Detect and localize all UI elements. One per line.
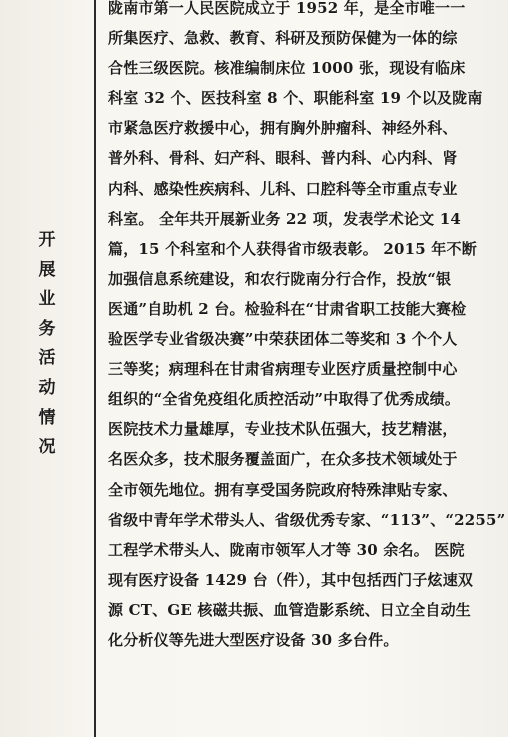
side-heading-char: 动	[38, 377, 56, 398]
side-heading-char: 业	[38, 289, 56, 310]
text-line: 科室。 全年共开展新业务 22 项，发表学术论文 14	[108, 209, 462, 228]
text-line: 三等奖；病理科在甘肃省病理专业医疗质量控制中心	[108, 360, 458, 379]
text-line: 陇南市第一人民医院成立于 1952 年，是全市唯一一	[108, 0, 466, 17]
text-line: 省级中青年学术带头人、省级优秀专家、“113”、“2255”	[108, 510, 506, 529]
text-line: 化分析仪等先进大型医疗设备 30 多台件。	[108, 630, 399, 649]
text-line: 加强信息系统建设，和农行陇南分行合作，投放“银	[108, 269, 452, 288]
text-line: 科室 32 个、医技科室 8 个、职能科室 19 个以及陇南	[108, 89, 483, 108]
text-line: 所集医疗、急救、教育、科研及预防保健为一体的综	[108, 29, 458, 48]
text-line: 组织的“全省免疫组化质控活动”中取得了优秀成绩。	[108, 390, 461, 409]
side-heading	[30, 226, 64, 463]
side-heading-char: 情	[38, 407, 56, 428]
left-column	[0, 0, 92, 737]
text-line: 医院技术力量雄厚，专业技术队伍强大，技艺精湛，	[108, 420, 458, 439]
text-line: 全市领先地位。拥有享受国务院政府特殊津贴专家、	[108, 480, 458, 499]
column-divider	[94, 0, 96, 737]
text-line: 合性三级医院。核准编制床位 1000 张，现设有临床	[108, 59, 466, 78]
text-line: 内科、感染性疾病科、儿科、口腔科等全市重点专业	[108, 179, 458, 198]
body-text	[108, 0, 506, 655]
side-heading-char: 况	[38, 437, 56, 458]
side-heading-char: 活	[38, 348, 56, 369]
text-line: 医通”自助机 2 台。检验科在“甘肃省职工技能大赛检	[108, 299, 467, 318]
text-line: 普外科、骨科、妇产科、眼科、普内科、心内科、肾	[108, 149, 458, 168]
side-heading-char: 开	[38, 230, 56, 250]
text-line: 工程学术带头人、陇南市领军人才等 30 余名。 医院	[108, 540, 465, 559]
side-heading-char: 务	[38, 318, 56, 339]
side-heading-char: 展	[38, 259, 56, 280]
text-line: 验医学专业省级决赛”中荣获团体二等奖和 3 个个人	[108, 330, 458, 349]
text-line: 篇，15 个科室和个人获得省市级表彰。 2015 年不断	[108, 239, 477, 258]
text-line: 现有医疗设备 1429 台（件），其中包括西门子炫速双	[108, 570, 474, 589]
text-line: 名医众多，技术服务覆盖面广，在众多技术领域处于	[108, 450, 458, 469]
text-line: 市紧急医疗救援中心，拥有胸外肿瘤科、神经外科、	[108, 119, 458, 138]
text-line: 源 CT、GE 核磁共振、血管造影系统、日立全自动生	[108, 600, 471, 619]
